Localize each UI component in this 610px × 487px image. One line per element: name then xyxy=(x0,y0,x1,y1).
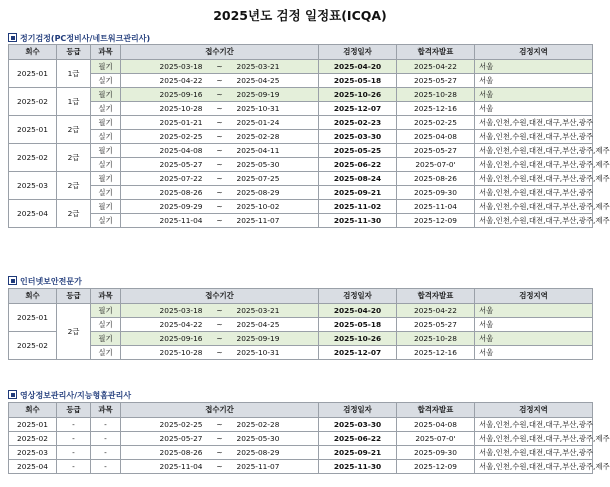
header-grade: 등급 xyxy=(57,403,91,418)
exam-date-cell: 2025-08-24 xyxy=(319,172,397,186)
grade-cell: - xyxy=(57,418,91,432)
reception-end-cell: 2025-05-30 xyxy=(231,158,319,172)
table-row xyxy=(9,460,593,474)
region-cell: 서울,인천,수원,대전,대구,부산,광주 xyxy=(475,116,593,130)
round-cell: 2025-01 xyxy=(9,116,57,144)
region-cell: 서울,인천,수원,대전,대구,부산,광주,제주 xyxy=(475,158,593,172)
subject-cell: - xyxy=(91,446,121,460)
reception-end-cell: 2025-03-21 xyxy=(231,304,319,318)
table-row xyxy=(9,144,593,158)
section-bullet-icon xyxy=(8,276,17,285)
result-date-cell: 2025-09-30 xyxy=(397,186,475,200)
result-date-cell: 2025-10-28 xyxy=(397,88,475,102)
reception-start-cell: 2025-04-08 xyxy=(121,144,209,158)
exam-date-cell: 2025-03-30 xyxy=(319,130,397,144)
reception-start-cell: 2025-02-25 xyxy=(121,418,209,432)
reception-tilde: ~ xyxy=(209,318,231,332)
reception-start-cell: 2025-11-04 xyxy=(121,214,209,228)
region-cell: 서울 xyxy=(475,102,593,116)
table-row xyxy=(9,102,593,116)
reception-tilde: ~ xyxy=(209,74,231,88)
table-row xyxy=(9,214,593,228)
exam-date-cell: 2025-06-22 xyxy=(319,158,397,172)
reception-end-cell: 2025-11-07 xyxy=(231,214,319,228)
reception-start-cell: 2025-03-18 xyxy=(121,304,209,318)
subject-cell: 실기 xyxy=(91,214,121,228)
region-cell: 서울,인천,수원,대전,대구,부산,광주,제주 xyxy=(475,214,593,228)
table-row xyxy=(9,172,593,186)
subject-cell: 필기 xyxy=(91,116,121,130)
round-cell: 2025-02 xyxy=(9,88,57,116)
region-cell: 서울 xyxy=(475,74,593,88)
reception-tilde: ~ xyxy=(209,158,231,172)
subject-cell: 필기 xyxy=(91,332,121,346)
reception-end-cell: 2025-07-25 xyxy=(231,172,319,186)
subject-cell: 필기 xyxy=(91,304,121,318)
exam-date-cell: 2025-04-20 xyxy=(319,304,397,318)
subject-cell: 필기 xyxy=(91,60,121,74)
section-title-security: 인터넷보안전문가 xyxy=(8,276,82,287)
round-cell: 2025-02 xyxy=(9,432,57,446)
reception-tilde: ~ xyxy=(209,102,231,116)
table-row xyxy=(9,60,593,74)
reception-start-cell: 2025-04-22 xyxy=(121,318,209,332)
result-date-cell: 2025-05-27 xyxy=(397,318,475,332)
table-header-row xyxy=(9,403,593,418)
subject-cell: 실기 xyxy=(91,186,121,200)
section-bullet-icon xyxy=(8,33,17,42)
reception-start-cell: 2025-11-04 xyxy=(121,460,209,474)
region-cell: 서울,인천,수원,대전,대구,부산,광주,제주 xyxy=(475,200,593,214)
exam-date-cell: 2025-12-07 xyxy=(319,346,397,360)
region-cell: 서울 xyxy=(475,318,593,332)
result-date-cell: 2025-12-16 xyxy=(397,102,475,116)
result-date-cell: 2025-04-22 xyxy=(397,304,475,318)
result-date-cell: 2025-04-08 xyxy=(397,130,475,144)
table-row xyxy=(9,304,593,318)
result-date-cell: 2025-04-22 xyxy=(397,60,475,74)
region-cell: 서울,인천,수원,대전,대구,부산,광주 xyxy=(475,130,593,144)
round-cell: 2025-01 xyxy=(9,418,57,432)
reception-end-cell: 2025-10-31 xyxy=(231,346,319,360)
grade-cell: 2급 xyxy=(57,200,91,228)
exam-date-cell: 2025-09-21 xyxy=(319,186,397,200)
exam-date-cell: 2025-04-20 xyxy=(319,60,397,74)
result-date-cell: 2025-11-04 xyxy=(397,200,475,214)
round-cell: 2025-03 xyxy=(9,446,57,460)
result-date-cell: 2025-07-0' xyxy=(397,432,475,446)
header-reception: 접수기간 xyxy=(121,403,319,418)
reception-start-cell: 2025-07-22 xyxy=(121,172,209,186)
region-cell: 서울 xyxy=(475,304,593,318)
reception-tilde: ~ xyxy=(209,172,231,186)
reception-end-cell: 2025-10-02 xyxy=(231,200,319,214)
reception-start-cell: 2025-02-25 xyxy=(121,130,209,144)
exam-date-cell: 2025-05-25 xyxy=(319,144,397,158)
reception-end-cell: 2025-04-11 xyxy=(231,144,319,158)
header-exam-date: 검정일자 xyxy=(319,45,397,60)
result-date-cell: 2025-02-25 xyxy=(397,116,475,130)
header-subject: 과목 xyxy=(91,403,121,418)
table-header-row xyxy=(9,45,593,60)
round-cell: 2025-03 xyxy=(9,172,57,200)
subject-cell: 필기 xyxy=(91,200,121,214)
section-bullet-icon xyxy=(8,390,17,399)
exam-date-cell: 2025-11-02 xyxy=(319,200,397,214)
reception-end-cell: 2025-05-30 xyxy=(231,432,319,446)
result-date-cell: 2025-12-16 xyxy=(397,346,475,360)
header-exam-date: 검정일자 xyxy=(319,289,397,304)
reception-end-cell: 2025-08-29 xyxy=(231,446,319,460)
reception-start-cell: 2025-10-28 xyxy=(121,346,209,360)
reception-end-cell: 2025-04-25 xyxy=(231,318,319,332)
header-result-date: 합격자발표 xyxy=(397,289,475,304)
round-cell: 2025-01 xyxy=(9,304,57,332)
subject-cell: 실기 xyxy=(91,346,121,360)
reception-tilde: ~ xyxy=(209,144,231,158)
result-date-cell: 2025-12-09 xyxy=(397,214,475,228)
reception-tilde: ~ xyxy=(209,186,231,200)
header-grade: 등급 xyxy=(57,45,91,60)
table-row xyxy=(9,418,593,432)
grade-cell: - xyxy=(57,432,91,446)
round-cell: 2025-01 xyxy=(9,60,57,88)
region-cell: 서울,인천,수원,대전,대구,부산,광주,제주 xyxy=(475,144,593,158)
subject-cell: - xyxy=(91,460,121,474)
reception-start-cell: 2025-09-16 xyxy=(121,88,209,102)
table-row xyxy=(9,158,593,172)
reception-end-cell: 2025-09-19 xyxy=(231,332,319,346)
table-row xyxy=(9,432,593,446)
exam-date-cell: 2025-03-30 xyxy=(319,418,397,432)
exam-date-cell: 2025-10-26 xyxy=(319,88,397,102)
table-row xyxy=(9,200,593,214)
reception-start-cell: 2025-05-27 xyxy=(121,432,209,446)
table-row xyxy=(9,74,593,88)
header-region: 검정지역 xyxy=(475,289,593,304)
reception-tilde: ~ xyxy=(209,130,231,144)
reception-start-cell: 2025-05-27 xyxy=(121,158,209,172)
reception-start-cell: 2025-04-22 xyxy=(121,74,209,88)
reception-tilde: ~ xyxy=(209,432,231,446)
reception-start-cell: 2025-08-26 xyxy=(121,186,209,200)
region-cell: 서울 xyxy=(475,332,593,346)
reception-tilde: ~ xyxy=(209,460,231,474)
subject-cell: 실기 xyxy=(91,130,121,144)
reception-end-cell: 2025-09-19 xyxy=(231,88,319,102)
region-cell: 서울,인천,수원,대전,대구,부산,광주,제주 xyxy=(475,460,593,474)
round-cell: 2025-02 xyxy=(9,332,57,360)
table-header-row xyxy=(9,289,593,304)
round-cell: 2025-02 xyxy=(9,144,57,172)
reception-start-cell: 2025-01-21 xyxy=(121,116,209,130)
schedule-table-cctv xyxy=(8,402,610,474)
header-round: 회수 xyxy=(9,289,57,304)
reception-tilde: ~ xyxy=(209,214,231,228)
reception-tilde: ~ xyxy=(209,446,231,460)
reception-tilde: ~ xyxy=(209,332,231,346)
reception-end-cell: 2025-03-21 xyxy=(231,60,319,74)
region-cell: 서울,인천,수원,대전,대구,부산,광주,제주 xyxy=(475,172,593,186)
subject-cell: 필기 xyxy=(91,172,121,186)
header-reception: 접수기간 xyxy=(121,289,319,304)
grade-cell: - xyxy=(57,460,91,474)
section-title-cctv: 영상정보관리사/지능형홈관리사 xyxy=(8,390,131,401)
reception-tilde: ~ xyxy=(209,60,231,74)
table-row xyxy=(9,116,593,130)
region-cell: 서울 xyxy=(475,88,593,102)
header-subject: 과목 xyxy=(91,289,121,304)
result-date-cell: 2025-12-09 xyxy=(397,460,475,474)
region-cell: 서울 xyxy=(475,60,593,74)
region-cell: 서울,인천,수원,대전,대구,부산,광주 xyxy=(475,446,593,460)
grade-cell: 2급 xyxy=(57,304,91,360)
header-reception: 접수기간 xyxy=(121,45,319,60)
exam-date-cell: 2025-12-07 xyxy=(319,102,397,116)
exam-date-cell: 2025-05-18 xyxy=(319,318,397,332)
section-title-regular: 정기검정(PC정비사/네트워크관리사) xyxy=(8,33,150,44)
result-date-cell: 2025-07-0' xyxy=(397,158,475,172)
exam-date-cell: 2025-05-18 xyxy=(319,74,397,88)
header-round: 회수 xyxy=(9,45,57,60)
table-row xyxy=(9,446,593,460)
table-row xyxy=(9,346,593,360)
header-subject: 과목 xyxy=(91,45,121,60)
result-date-cell: 2025-09-30 xyxy=(397,446,475,460)
exam-date-cell: 2025-11-30 xyxy=(319,460,397,474)
reception-end-cell: 2025-02-28 xyxy=(231,130,319,144)
subject-cell: - xyxy=(91,418,121,432)
schedule-table-security xyxy=(8,288,593,360)
reception-start-cell: 2025-10-28 xyxy=(121,102,209,116)
reception-end-cell: 2025-01-24 xyxy=(231,116,319,130)
subject-cell: 실기 xyxy=(91,102,121,116)
exam-date-cell: 2025-11-30 xyxy=(319,214,397,228)
table-row xyxy=(9,186,593,200)
table-row xyxy=(9,130,593,144)
exam-date-cell: 2025-02-23 xyxy=(319,116,397,130)
grade-cell: 2급 xyxy=(57,144,91,172)
region-cell: 서울,인천,수원,대전,대구,부산,광주 xyxy=(475,186,593,200)
grade-cell: 2급 xyxy=(57,116,91,144)
schedule-table-regular xyxy=(8,44,610,228)
region-cell: 서울,인천,수원,대전,대구,부산,광주 xyxy=(475,418,593,432)
region-cell: 서울,인천,수원,대전,대구,부산,광주,제주 xyxy=(475,432,593,446)
exam-date-cell: 2025-10-26 xyxy=(319,332,397,346)
subject-cell: - xyxy=(91,432,121,446)
subject-cell: 필기 xyxy=(91,144,121,158)
reception-end-cell: 2025-08-29 xyxy=(231,186,319,200)
header-region: 검정지역 xyxy=(475,403,593,418)
table-row xyxy=(9,88,593,102)
reception-end-cell: 2025-10-31 xyxy=(231,102,319,116)
header-region: 검정지역 xyxy=(475,45,593,60)
result-date-cell: 2025-05-27 xyxy=(397,144,475,158)
table-row xyxy=(9,318,593,332)
header-exam-date: 검정일자 xyxy=(319,403,397,418)
grade-cell: 1급 xyxy=(57,60,91,88)
header-round: 회수 xyxy=(9,403,57,418)
exam-date-cell: 2025-09-21 xyxy=(319,446,397,460)
result-date-cell: 2025-10-28 xyxy=(397,332,475,346)
grade-cell: 1급 xyxy=(57,88,91,116)
reception-tilde: ~ xyxy=(209,346,231,360)
reception-end-cell: 2025-11-07 xyxy=(231,460,319,474)
round-cell: 2025-04 xyxy=(9,460,57,474)
subject-cell: 실기 xyxy=(91,74,121,88)
subject-cell: 실기 xyxy=(91,158,121,172)
grade-cell: - xyxy=(57,446,91,460)
reception-start-cell: 2025-09-29 xyxy=(121,200,209,214)
grade-cell: 2급 xyxy=(57,172,91,200)
reception-tilde: ~ xyxy=(209,116,231,130)
reception-start-cell: 2025-09-16 xyxy=(121,332,209,346)
reception-start-cell: 2025-08-26 xyxy=(121,446,209,460)
region-cell: 서울 xyxy=(475,346,593,360)
result-date-cell: 2025-05-27 xyxy=(397,74,475,88)
exam-date-cell: 2025-06-22 xyxy=(319,432,397,446)
page-title: 2025년도 검정 일정표(ICQA) xyxy=(213,8,387,23)
reception-end-cell: 2025-02-28 xyxy=(231,418,319,432)
subject-cell: 실기 xyxy=(91,318,121,332)
header-result-date: 합격자발표 xyxy=(397,45,475,60)
subject-cell: 필기 xyxy=(91,88,121,102)
reception-tilde: ~ xyxy=(209,304,231,318)
reception-tilde: ~ xyxy=(209,200,231,214)
header-result-date: 합격자발표 xyxy=(397,403,475,418)
header-grade: 등급 xyxy=(57,289,91,304)
reception-end-cell: 2025-04-25 xyxy=(231,74,319,88)
table-row xyxy=(9,332,593,346)
reception-tilde: ~ xyxy=(209,418,231,432)
reception-start-cell: 2025-03-18 xyxy=(121,60,209,74)
round-cell: 2025-04 xyxy=(9,200,57,228)
reception-tilde: ~ xyxy=(209,88,231,102)
result-date-cell: 2025-08-26 xyxy=(397,172,475,186)
result-date-cell: 2025-04-08 xyxy=(397,418,475,432)
